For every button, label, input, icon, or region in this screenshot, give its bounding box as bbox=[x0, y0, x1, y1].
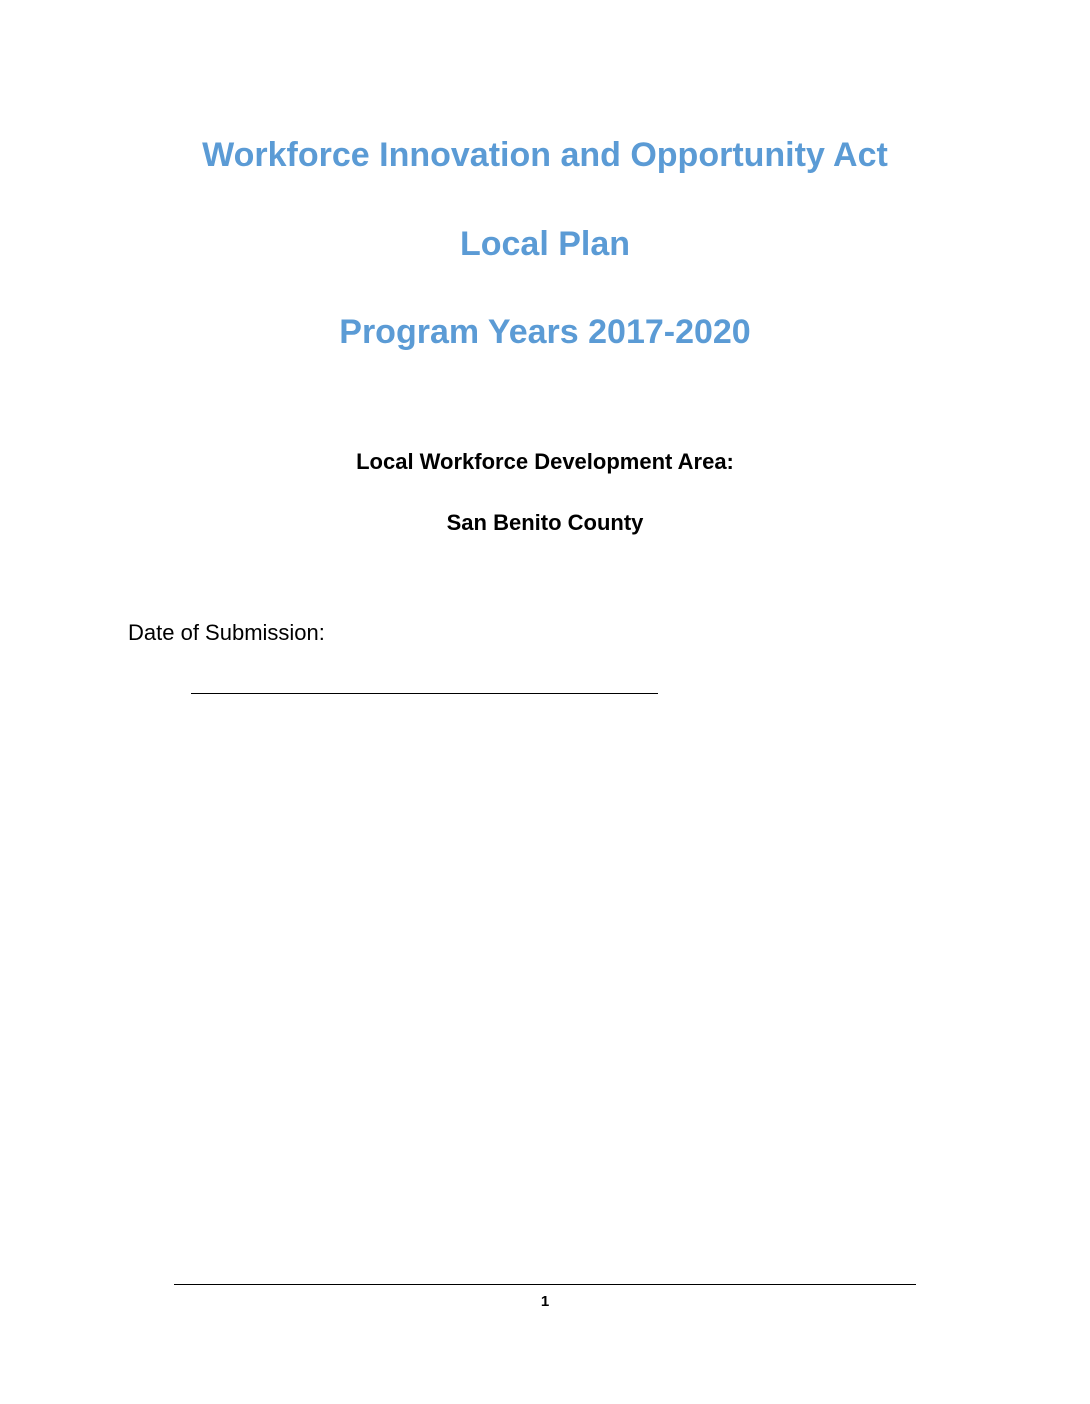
document-title-line-2: Local Plan bbox=[459, 225, 631, 263]
document-title-line-3: Program Years 2017-2020 bbox=[339, 313, 751, 351]
submission-date-blank-line bbox=[191, 693, 658, 694]
workforce-area-value: San Benito County bbox=[446, 510, 644, 535]
document-title-line-1: Workforce Innovation and Opportunity Act bbox=[202, 136, 888, 174]
workforce-area-label: Local Workforce Development Area: bbox=[356, 449, 734, 474]
page-number: 1 bbox=[540, 1293, 550, 1310]
footer-divider bbox=[174, 1284, 916, 1285]
submission-date-label: Date of Submission: bbox=[128, 620, 325, 645]
